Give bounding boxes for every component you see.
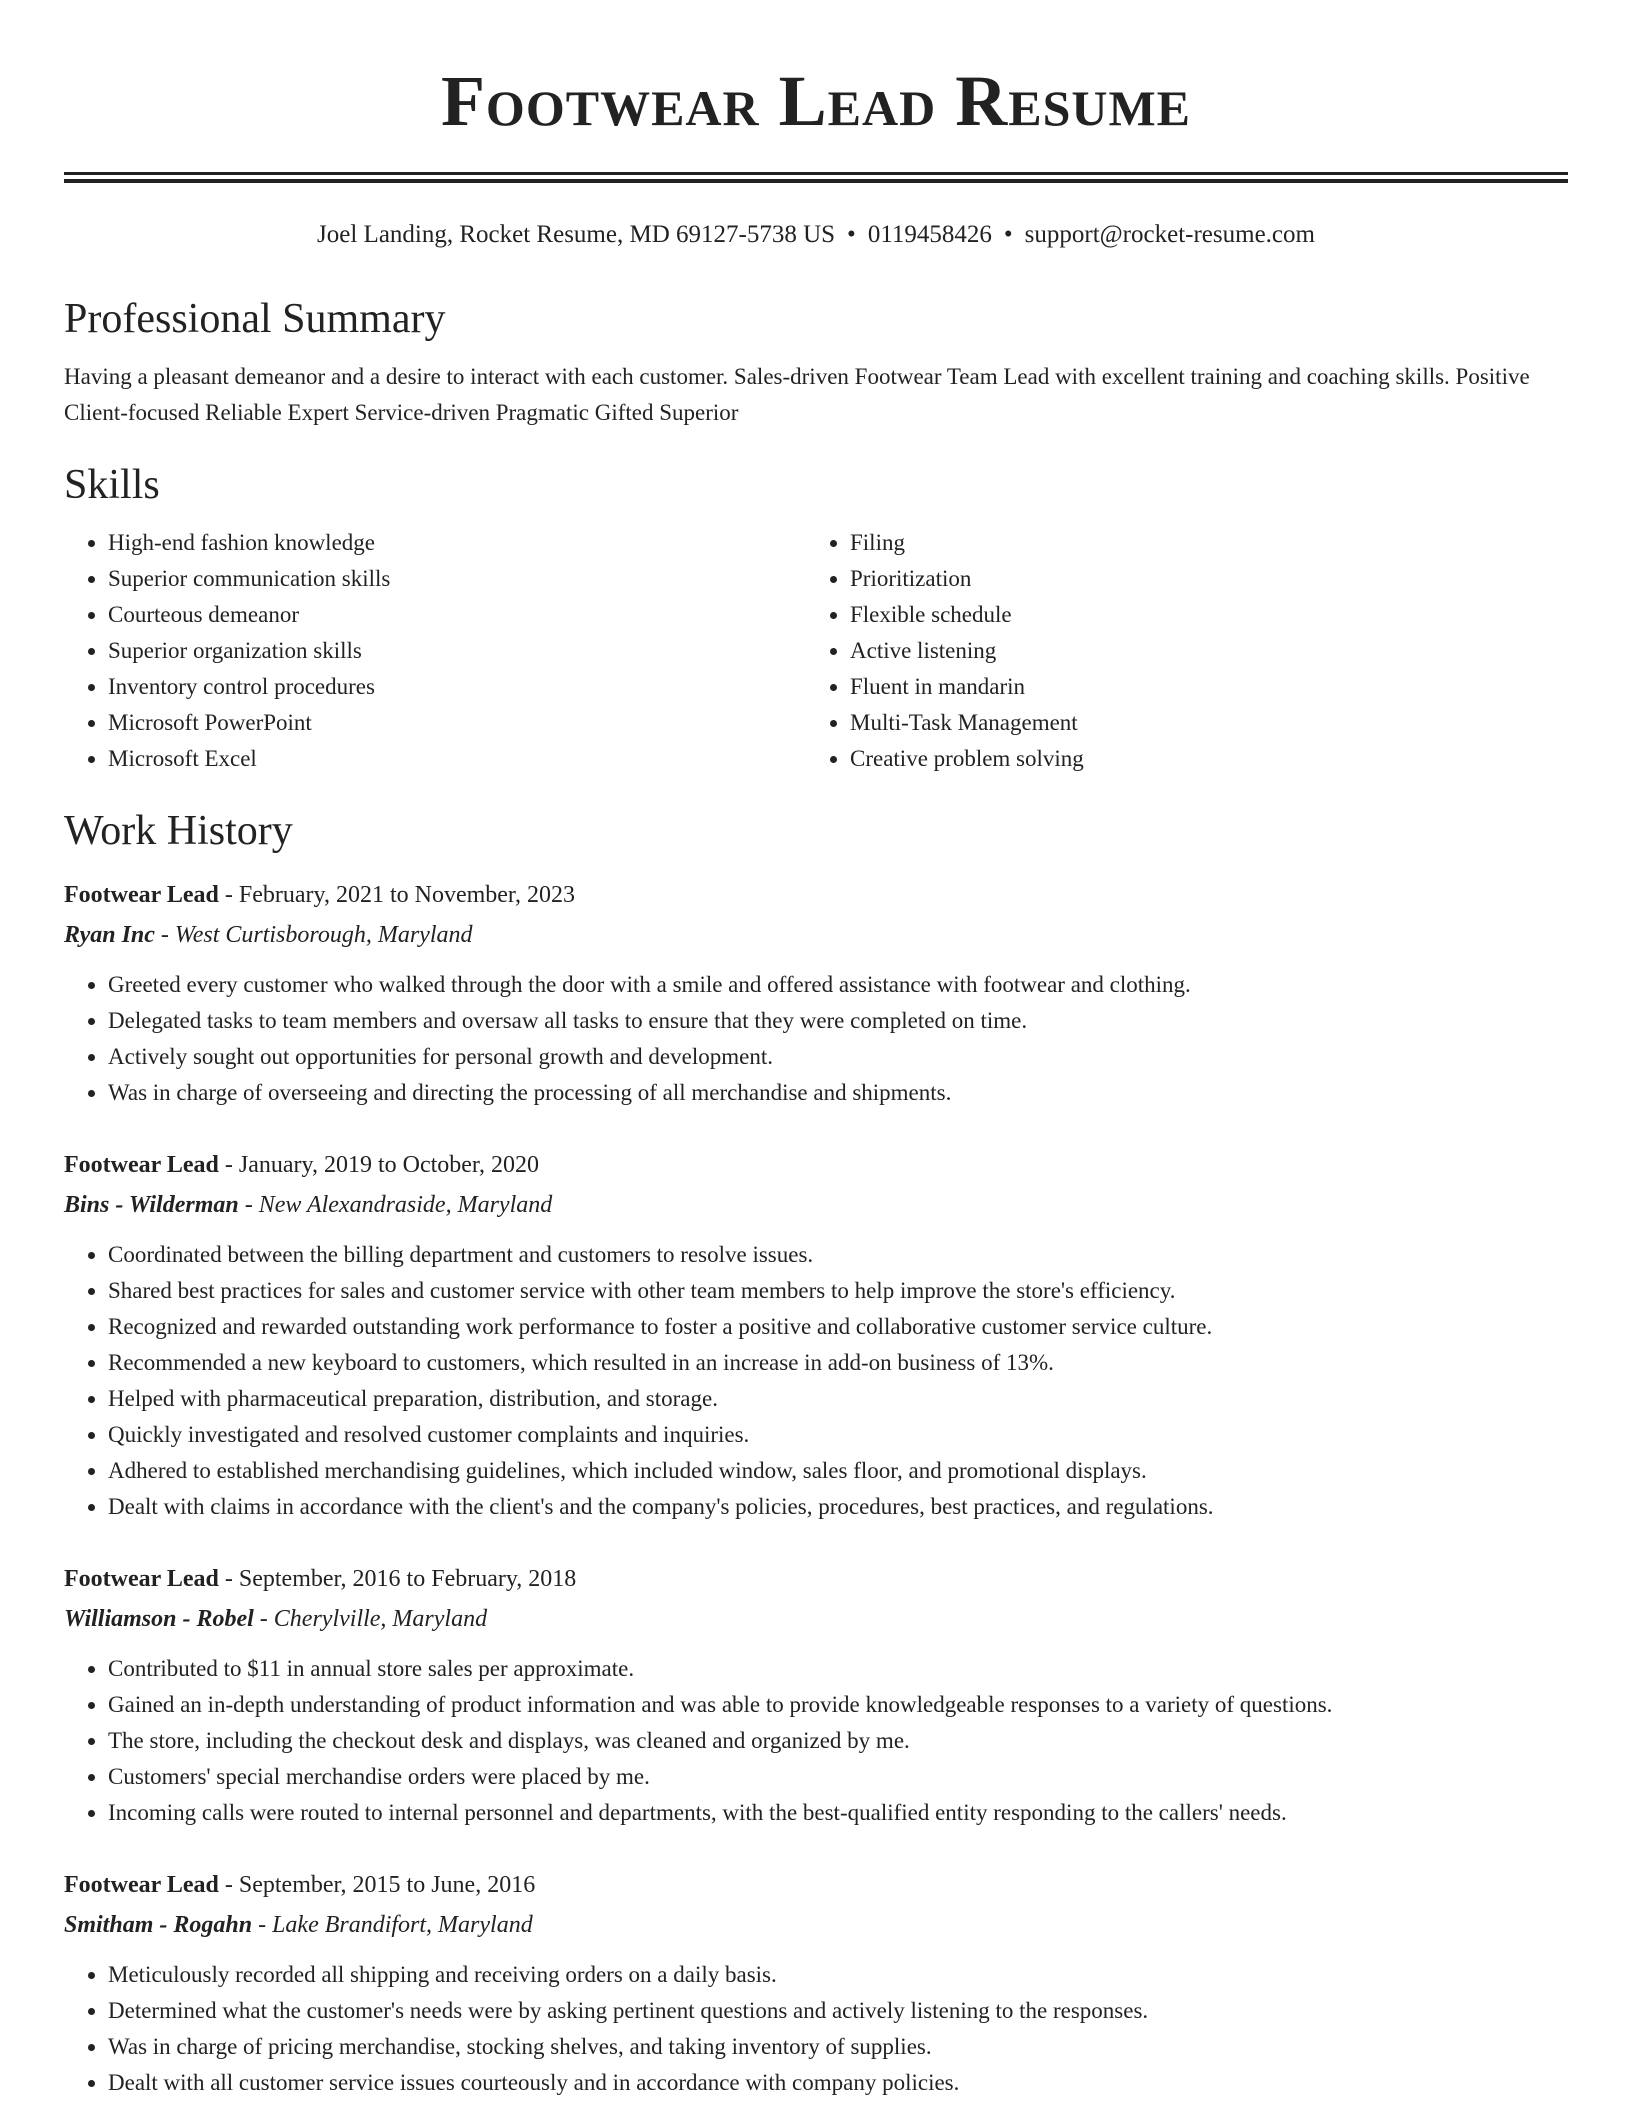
title-divider-top	[64, 172, 1568, 175]
job-company-line: Williamson - Robel - Cherylville, Maryland	[64, 1606, 488, 1632]
job-bullet: • Helped with pharmaceutical preparation, distribution, and storage.	[108, 1381, 1568, 1417]
contact-email: support@rocket-resume.com	[1024, 221, 1315, 248]
skills-list-left	[64, 525, 806, 777]
resume-title: Footwear Lead Resume	[440, 61, 1192, 141]
skill-item: • Inventory control procedures	[108, 669, 806, 705]
skills-heading: Skills	[64, 462, 160, 508]
job-bullet: • Greeted every customer who walked through the door with a smile and offered assistance with footwear and clothing.	[108, 967, 1568, 1003]
job-dates: September, 2016 to February, 2018	[238, 1566, 577, 1592]
skills-list-right	[806, 525, 1548, 777]
job-title: Footwear Lead	[64, 882, 219, 908]
job-bullets	[64, 1237, 1568, 1525]
work-history-heading: Work History	[64, 808, 293, 854]
skill-item: • Microsoft PowerPoint	[108, 705, 806, 741]
job-company-line: Bins - Wilderman - New Alexandraside, Maryland	[64, 1192, 553, 1218]
skill-item: • High-end fashion knowledge	[108, 525, 806, 561]
skill-item: • Superior communication skills	[108, 561, 806, 597]
job-bullet: • Dealt with claims in accordance with the client's and the company's policies, procedures, best practices, and regulations.	[108, 1489, 1568, 1525]
job-bullet: • Delegated tasks to team members and oversaw all tasks to ensure that they were completed on time.	[108, 1003, 1568, 1039]
job-bullets	[64, 1957, 1568, 2101]
skill-item: • Creative problem solving	[850, 741, 1548, 777]
contact-separator: •	[847, 221, 856, 248]
job-title: Footwear Lead	[64, 1872, 219, 1898]
contact-separator: •	[1003, 221, 1013, 248]
job-location: Cherylville, Maryland	[273, 1606, 488, 1632]
job-bullet: • Quickly investigated and resolved customer complaints and inquiries.	[108, 1417, 1568, 1453]
job-location: West Curtisborough, Maryland	[174, 922, 473, 948]
job-entry	[64, 1145, 1568, 1525]
job-entry	[64, 1865, 1568, 2101]
contact-phone: 0119458426	[867, 221, 992, 248]
job-bullet: • Actively sought out opportunities for personal growth and development.	[108, 1039, 1568, 1075]
job-bullet: • Shared best practices for sales and customer service with other team members to help improve the store's efficiency.	[108, 1273, 1568, 1309]
skill-item: • Fluent in mandarin	[850, 669, 1548, 705]
job-bullet: • Adhered to established merchandising guidelines, which included window, sales floor, and promotional displays.	[108, 1453, 1568, 1489]
job-company-line: Ryan Inc - West Curtisborough, Maryland	[64, 922, 473, 948]
job-bullet: • Dealt with all customer service issues courteously and in accordance with company policies.	[108, 2065, 1568, 2101]
job-bullet: • Contributed to $11 in annual store sales per approximate.	[108, 1651, 1568, 1687]
job-title-line: Footwear Lead - September, 2015 to June, 2016	[64, 1872, 536, 1898]
job-bullet: • The store, including the checkout desk and displays, was cleaned and organized by me.	[108, 1723, 1568, 1759]
job-entry	[64, 875, 1568, 1111]
skills-columns	[64, 525, 1568, 777]
job-location: Lake Brandifort, Maryland	[272, 1912, 533, 1938]
skill-item: • Filing	[850, 525, 1548, 561]
summary-text: Having a pleasant demeanor and a desire to interact with each customer. Sales-driven Footwear Team Lead with excellent training and coaching skills. Positive Client-focused Reliable Expert Service-driven Pragmatic Gifted Superior	[64, 364, 1530, 425]
job-bullet: • Incoming calls were routed to internal personnel and departments, with the best-qualified entity responding to the callers' needs.	[108, 1795, 1568, 1831]
skill-item: • Multi-Task Management	[850, 705, 1548, 741]
title-divider-bottom	[64, 179, 1568, 183]
job-bullet: • Coordinated between the billing department and customers to resolve issues.	[108, 1237, 1568, 1273]
job-bullet: • Gained an in-depth understanding of product information and was able to provide knowledgeable responses to a variety of questions.	[108, 1687, 1568, 1723]
job-title: Footwear Lead	[64, 1152, 219, 1178]
job-bullet: • Customers' special merchandise orders were placed by me.	[108, 1759, 1568, 1795]
skill-item: • Flexible schedule	[850, 597, 1548, 633]
job-dates: January, 2019 to October, 2020	[238, 1152, 539, 1178]
job-dates: September, 2015 to June, 2016	[238, 1872, 536, 1898]
skill-item: • Prioritization	[850, 561, 1548, 597]
job-title-line: Footwear Lead - September, 2016 to February, 2018	[64, 1566, 577, 1592]
job-company: Ryan Inc	[64, 922, 155, 948]
contact-address: Joel Landing, Rocket Resume, MD 69127-5738 US	[317, 221, 836, 248]
job-bullet: • Meticulously recorded all shipping and receiving orders on a daily basis.	[108, 1957, 1568, 1993]
skill-item: • Microsoft Excel	[108, 741, 806, 777]
job-company-line: Smitham - Rogahn - Lake Brandifort, Maryland	[64, 1912, 533, 1938]
job-entry	[64, 1559, 1568, 1831]
job-bullet: • Was in charge of pricing merchandise, stocking shelves, and taking inventory of supplies.	[108, 2029, 1568, 2065]
job-dates: February, 2021 to November, 2023	[238, 882, 575, 908]
job-bullet: • Recommended a new keyboard to customers, which resulted in an increase in add-on business of 13%.	[108, 1345, 1568, 1381]
job-bullets	[64, 1651, 1568, 1831]
job-location: New Alexandraside, Maryland	[258, 1192, 553, 1218]
skill-item: • Superior organization skills	[108, 633, 806, 669]
skill-item: • Courteous demeanor	[108, 597, 806, 633]
job-title-line: Footwear Lead - February, 2021 to November, 2023	[64, 882, 575, 908]
contact-line	[64, 219, 1568, 251]
job-bullet: • Determined what the customer's needs were by asking pertinent questions and actively listening to the responses.	[108, 1993, 1568, 2029]
skill-item: • Active listening	[850, 633, 1548, 669]
job-bullet: • Was in charge of overseeing and directing the processing of all merchandise and shipments.	[108, 1075, 1568, 1111]
job-title: Footwear Lead	[64, 1566, 219, 1592]
job-title-line: Footwear Lead - January, 2019 to October, 2020	[64, 1152, 539, 1178]
job-bullet: • Recognized and rewarded outstanding work performance to foster a positive and collaborative customer service culture.	[108, 1309, 1568, 1345]
job-company: Bins - Wilderman	[64, 1192, 239, 1218]
job-company: Williamson - Robel	[64, 1606, 254, 1632]
summary-heading: Professional Summary	[64, 296, 446, 342]
job-company: Smitham - Rogahn	[64, 1912, 253, 1938]
job-bullets	[64, 967, 1568, 1111]
